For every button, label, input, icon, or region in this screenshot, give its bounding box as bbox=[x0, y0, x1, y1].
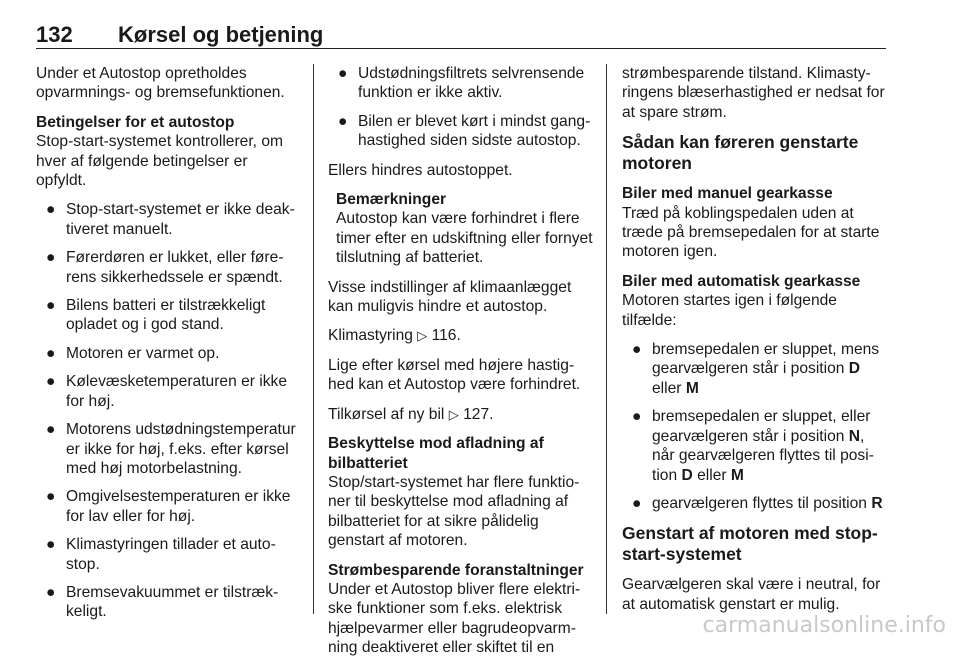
column-divider bbox=[313, 64, 314, 614]
list-item: ● Klimastyringen tillader et autostop. bbox=[46, 536, 276, 573]
bullet-icon: ● bbox=[46, 344, 56, 362]
bullet-icon: ● bbox=[46, 536, 56, 554]
page-reference-arrow-icon: ▷ bbox=[448, 406, 459, 422]
system-text: Gearvælgeren skal være i neutral, for at automatisk genstart er mulig. bbox=[622, 576, 881, 613]
manual-heading: Biler med manuel gearkasse bbox=[622, 185, 833, 203]
chapter-title: Kørsel og betjening bbox=[118, 22, 324, 47]
note-text: Autostop kan være forhindret i flere timer efter en udskiftning eller fornyet tilslutning af batteriet. bbox=[336, 210, 593, 267]
column-2 bbox=[328, 64, 594, 668]
page-header bbox=[36, 22, 886, 49]
list-item: ● Motoren er varmet op. bbox=[46, 344, 220, 362]
list-item: ● Motorens udstødningstemperatur er ikke for høj, f.eks. efter kørsel med høj motorbelastning. bbox=[46, 421, 296, 477]
list-item: ● Kølevæsketemperaturen er ikke for høj. bbox=[46, 373, 288, 410]
otherwise-text: Ellers hindres autostoppet. bbox=[328, 161, 513, 179]
list-item: ● Bilens batteri er tilstrækkeligt opladet og i god stand. bbox=[46, 297, 266, 334]
column-1 bbox=[36, 64, 302, 632]
column-3 bbox=[622, 64, 888, 624]
column-divider bbox=[606, 64, 607, 614]
reference-link[interactable]: 116 bbox=[431, 327, 457, 345]
conditions-list bbox=[36, 200, 302, 621]
bullet-icon: ● bbox=[46, 297, 56, 315]
note-title: Bemærkninger bbox=[336, 191, 447, 209]
power-heading: Strømbesparende foranstaltninger bbox=[328, 561, 584, 579]
bullet-icon: ● bbox=[46, 249, 56, 267]
bullet-icon: ● bbox=[46, 583, 56, 601]
battery-text: Stop/start-systemet har flere funktioner til beskyttelse mod afladning af bilbatteriet for at sikre pålidelig genstart af motoren. bbox=[328, 473, 580, 550]
battery-heading: Beskyttelse mod afladning af bilbatteriet bbox=[328, 435, 544, 472]
bullet-icon: ● bbox=[338, 65, 348, 82]
restart-heading: Sådan kan føreren genstarte motoren bbox=[622, 132, 859, 174]
auto-intro: Motoren startes igen i følgende tilfælde: bbox=[622, 292, 837, 329]
climate-reference: Klimastyring ▷ 116. bbox=[328, 327, 461, 345]
conditions-list-continued bbox=[328, 64, 594, 151]
list-item: ● Førerdøren er lukket, eller førerens sikkerhedssele er spændt. bbox=[46, 249, 284, 286]
list-item: ● Bremsevakuummet er tilstrækkeligt. bbox=[46, 583, 279, 621]
bullet-icon: ● bbox=[632, 494, 642, 512]
list-item: ● gearvælgeren flyttes til position R bbox=[632, 494, 883, 512]
watermark: carmanualsonline.info bbox=[702, 613, 946, 638]
list-item: ● Bilen er blevet kørt i mindst ganghastighed siden sidste autostop. bbox=[338, 112, 591, 150]
bullet-icon: ● bbox=[46, 373, 56, 391]
list-item: ● bremsepedalen er sluppet, eller gearvælgeren står i position N, når gearvælgeren flyttes til position D eller M bbox=[632, 408, 874, 484]
trailer-reference: Tilkørsel af ny bil ▷ 127. bbox=[328, 405, 494, 423]
list-item: ● bremsepedalen er sluppet, mens gearvælgeren står i position D eller M bbox=[632, 341, 880, 397]
climate-text: Visse indstillinger af klimaanlægget kan muligvis hindre et autostop. bbox=[328, 278, 572, 316]
list-item: ● Stop-start-systemet er ikke deaktiveret manuelt. bbox=[46, 201, 295, 238]
page-number: 132 bbox=[36, 22, 73, 47]
intro-paragraph: Under et Autostop opretholdes opvarmnings- og bremsefunktionen. bbox=[36, 65, 285, 102]
manual-text: Træd på koblingspedalen uden at træde på bremsepedalen for at starte motoren igen. bbox=[622, 204, 880, 261]
reference-link[interactable]: 127 bbox=[463, 405, 490, 423]
note-box bbox=[336, 190, 594, 268]
list-item: ● Omgivelsestemperaturen er ikke for lav eller for høj. bbox=[46, 488, 291, 525]
bullet-icon: ● bbox=[338, 112, 348, 130]
bullet-icon: ● bbox=[632, 408, 642, 426]
page-reference-arrow-icon: ▷ bbox=[417, 328, 428, 344]
conditions-heading: Betingelser for et autostop bbox=[36, 113, 235, 131]
auto-heading: Biler med automatisk gearkasse bbox=[622, 272, 861, 290]
restart-conditions-list bbox=[622, 340, 888, 513]
conditions-intro: Stop-start-systemet kontrollerer, om hver af følgende betingelser er opfyldt. bbox=[36, 133, 283, 190]
list-item: ● Udstødningsfiltrets selvrensende funktion er ikke aktiv. bbox=[338, 65, 585, 102]
bullet-icon: ● bbox=[46, 421, 56, 439]
bullet-icon: ● bbox=[632, 341, 642, 359]
bullet-icon: ● bbox=[46, 488, 56, 506]
bullet-icon: ● bbox=[46, 201, 56, 219]
system-heading: Genstart af motoren med stop-start-systemet bbox=[622, 523, 878, 565]
continued-text: strømbesparende tilstand. Klimastyringens blæserhastighed er nedsat for at spare strøm. bbox=[622, 65, 885, 121]
highway-text: Lige efter kørsel med højere hastighed kan et Autostop være forhindret. bbox=[328, 356, 581, 394]
power-text: Under et Autostop bliver flere elektriske funktioner som f.eks. elektrisk hjælpevarmer eller bagrudeopvarmning deaktiveret eller skiftet til en bbox=[328, 580, 581, 657]
